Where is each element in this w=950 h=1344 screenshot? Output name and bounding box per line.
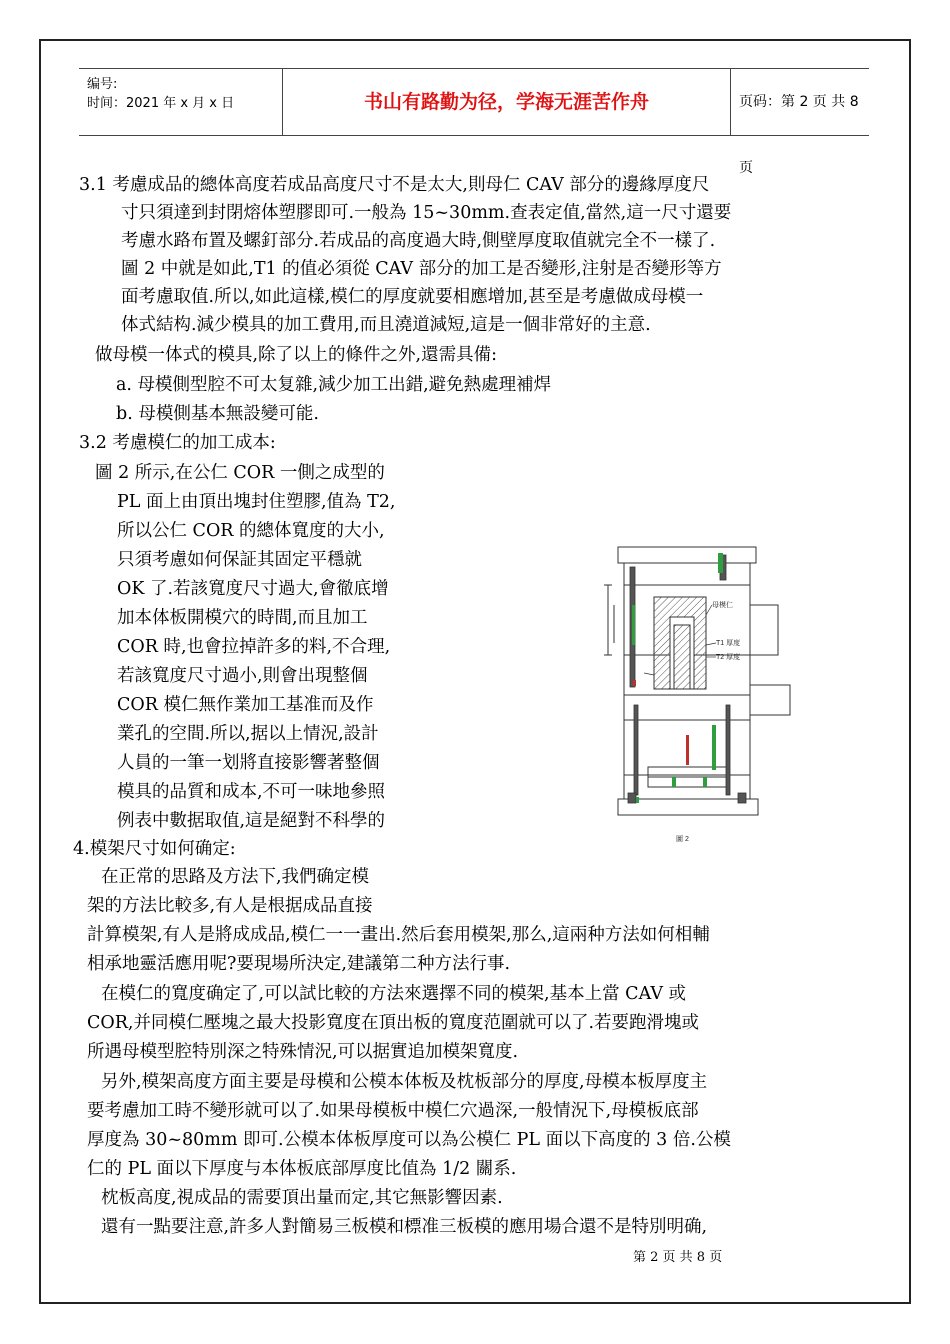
body-line: 考慮水路布置及螺釘部分.若成品的高度過大時,側壁厚度取值就完全不一樣了. xyxy=(121,231,716,251)
body-line: 厚度為 30~80mm 即可.公模本体板厚度可以為公模仁 PL 面以下高度的 3 倍.公模 xyxy=(87,1130,731,1150)
body-line: 相承地靈活應用呢?要現場所決定,建議第二种方法行事. xyxy=(87,954,511,974)
body-line: COR 模仁無作業加工基准而及作 xyxy=(117,695,374,715)
body-line: 在正常的思路及方法下,我們确定模 xyxy=(101,867,370,887)
body-line: 做母模一体式的模具,除了以上的條件之外,還需具備: xyxy=(95,345,498,365)
body-line: 架的方法比較多,有人是根据成品直接 xyxy=(87,896,373,916)
list-item-a: a. 母模側型腔不可太复雜,減少加工出錯,避免熱處理補焊 xyxy=(116,375,552,395)
body-line: 寸只須達到封閉熔体塑膠即可.一般為 15~30mm.查表定值,當然,這一尺寸還要 xyxy=(121,203,732,223)
body-line: 另外,模架高度方面主要是母模和公模本体板及枕板部分的厚度,母模本板厚度主 xyxy=(101,1072,708,1092)
body-line: 計算模架,有人是將成成品,模仁一一畫出.然后套用模架,那么,這兩种方法如何相輔 xyxy=(87,925,710,945)
body-line: 圖 2 所示,在公仁 COR 一側之成型的 xyxy=(95,463,385,483)
body-line: 加本体板開模穴的時間,而且加工 xyxy=(117,608,368,628)
body-line: 所遇母模型腔特別深之特殊情況,可以据實追加模架寬度. xyxy=(87,1042,519,1062)
body-line: 仁的 PL 面以下厚度与本体板底部厚度比值為 1/2 關系. xyxy=(87,1159,517,1179)
mold-cross-section-diagram xyxy=(600,545,860,850)
section-heading: 4.模架尺寸如何确定: xyxy=(73,839,236,859)
body-line: 人員的一筆一划將直接影響著整個 xyxy=(117,753,380,773)
header-motto: 书山有路勤为径，学海无涯苦作舟 xyxy=(283,69,731,135)
body-line: 若該寬度尺寸過小,則會出現整個 xyxy=(117,666,368,686)
body-line: 面考慮取值.所以,如此這樣,模仁的厚度就要相應增加,甚至是考慮做成母模一 xyxy=(121,287,704,307)
body-line: 業孔的空間.所以,据以上情況,設計 xyxy=(117,724,379,744)
list-item-b: b. 母模側基本無設變可能. xyxy=(116,404,319,424)
figure-2-mold-drawing xyxy=(600,545,860,850)
page-header xyxy=(79,68,869,176)
header-meta xyxy=(79,69,283,135)
body-line: PL 面上由頂出塊封住塑膠,值為 T2, xyxy=(117,492,396,512)
body-line: OK 了.若該寬度尺寸過大,會徹底增 xyxy=(117,579,389,599)
body-line: 所以公仁 COR 的總体寬度的大小, xyxy=(117,521,385,541)
figure-caption: 圖 2 xyxy=(676,836,689,843)
body-line: 3.1 考慮成品的總体高度若成品高度尺寸不是太大,則母仁 CAV 部分的邊緣厚度尺 xyxy=(79,175,710,195)
label-t2: T2 厚度 xyxy=(716,654,741,661)
label-t1: T1 厚度 xyxy=(716,640,741,647)
body-line: 還有一點要注意,許多人對簡易三板模和標准三板模的應用場合還不是特別明确, xyxy=(101,1217,708,1237)
header-page-info: 页码：第 2 页 共 8 页 xyxy=(739,94,859,176)
page-footer: 第 2 页 共 8 页 xyxy=(633,1250,723,1265)
label-mold-insert: 母模仁 xyxy=(712,602,733,609)
body-line: 体式結构.減少模具的加工費用,而且澆道減短,這是一個非常好的主意. xyxy=(121,315,651,335)
body-line: 只須考慮如何保証其固定平穩就 xyxy=(117,550,362,570)
document-time: 时间：2021 年 x 月 x 日 xyxy=(87,96,235,111)
body-line: 要考慮加工時不變形就可以了.如果母模板中模仁穴過深,一般情況下,母模板底部 xyxy=(87,1101,699,1121)
body-line: 在模仁的寬度确定了,可以試比較的方法來選擇不同的模架,基本上當 CAV 或 xyxy=(101,984,687,1004)
body-line: 模具的品質和成本,不可一味地參照 xyxy=(117,782,386,802)
body-line: COR,并同模仁壓塊之最大投影寬度在頂出板的寬度范圍就可以了.若要跑滑塊或 xyxy=(87,1013,700,1033)
body-line: 例表中數据取值,這是絕對不科學的 xyxy=(117,811,386,831)
body-line: 圖 2 中就是如此,T1 的值必須從 CAV 部分的加工是否變形,注射是否變形等方 xyxy=(121,259,722,279)
body-line: 枕板高度,視成品的需要頂出量而定,其它無影響因素. xyxy=(101,1188,503,1208)
document-number: 编号: xyxy=(87,77,118,92)
body-line: COR 時,也會拉掉許多的料,不合理, xyxy=(117,637,391,657)
section-heading: 3.2 考慮模仁的加工成本: xyxy=(79,433,276,453)
